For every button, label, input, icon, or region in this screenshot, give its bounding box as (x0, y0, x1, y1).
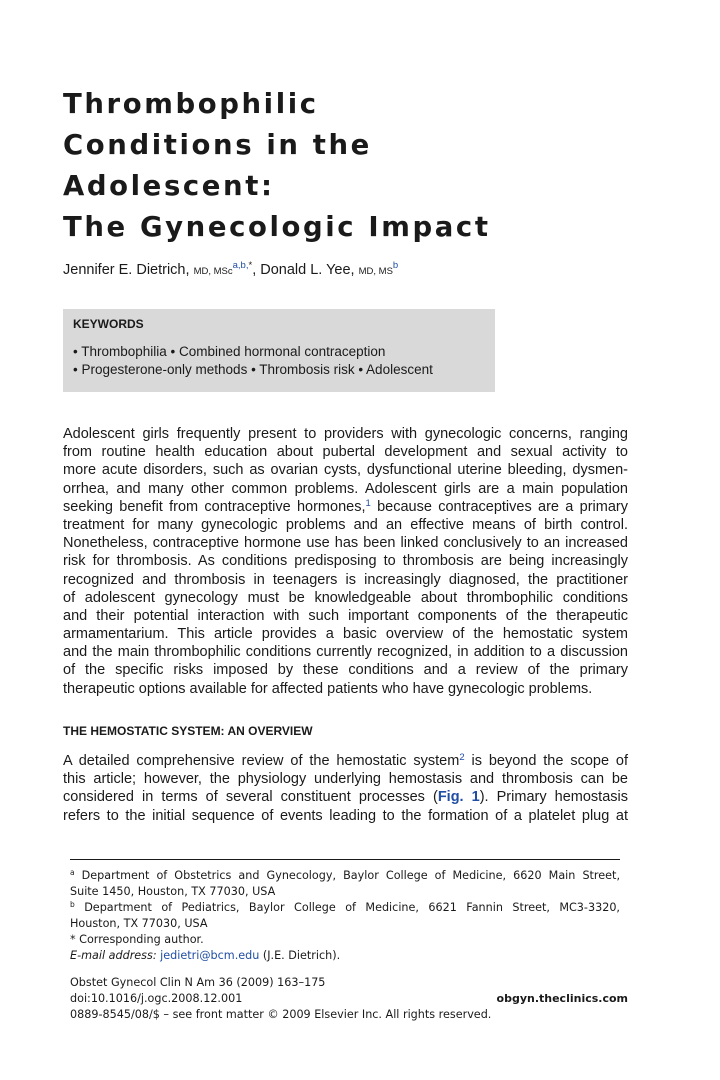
doi-line (70, 991, 628, 1007)
paragraph-line: and the main thrombophilic conditions currently recognized, in addition to a discussion (63, 644, 628, 661)
paragraph-text: A detailed comprehensive review of the hemostatic system (63, 753, 460, 769)
paragraph-text: because contraceptives are a primary (370, 498, 628, 515)
footnote-text: Department of Pediatrics, Baylor College of Medicine, 6621 Fannin Street, MC3-3320, (74, 901, 620, 914)
intro-paragraph (63, 425, 628, 698)
paragraph-line (63, 752, 628, 770)
paragraph-text: ). Primary hemostasis (479, 789, 628, 806)
title-line-4: The Gynecologic Impact (63, 211, 491, 243)
paragraph-line: risk for thrombosis. As conditions predisposing to thrombosis are being increasingly (63, 553, 628, 570)
reference-2-link[interactable]: 2 (459, 752, 465, 763)
journal-site[interactable]: obgyn.theclinics.com (496, 992, 628, 1005)
keywords-line-1: • Thrombophilia • Combined hormonal contraception (73, 344, 386, 359)
article-title (63, 84, 623, 248)
paragraph-line: refers to the initial sequence of events leading to the formation of a platelet plug at (63, 807, 628, 824)
author-1-name: Jennifer E. Dietrich, (63, 262, 194, 278)
paragraph-line: more acute disorders, such as ovarian cysts, dysfunctional uterine bleeding, dysmen- (63, 462, 628, 479)
author-1-affiliations[interactable]: a,b, (232, 260, 249, 271)
title-line-2: Conditions in the (63, 129, 372, 161)
paragraph-line: treatment for many gynecologic problems and an effective means of birth control. (63, 516, 628, 533)
paragraph-text: seeking benefit from contraceptive hormones, (63, 498, 366, 515)
paragraph-line: of adolescent gynecology must be knowledgeable about thrombophilic conditions (63, 589, 628, 606)
keywords-line-2: • Progesterone-only methods • Thrombosis risk • Adolescent (73, 362, 433, 377)
paragraph-line: recognized and thrombosis in teenagers is increasingly diagnosed, the practitioner (63, 571, 628, 588)
paragraph-line: therapeutic options available for affected patients who have gynecologic problems. (63, 680, 593, 697)
doi: doi:10.1016/j.ogc.2008.12.001 (70, 992, 243, 1005)
figure-1-link[interactable]: Fig. 1 (437, 789, 480, 806)
section-heading: THE HEMOSTATIC SYSTEM: AN OVERVIEW (63, 724, 313, 738)
footnote-a-marker: a (70, 868, 75, 877)
corresponding-author-note: * Corresponding author. (70, 933, 204, 946)
email-label: E-mail address: (70, 949, 157, 962)
keywords-box (63, 309, 495, 392)
keywords-heading: KEYWORDS (73, 317, 144, 331)
footnote-divider (70, 859, 620, 860)
author-2-degrees: MD, MS (358, 266, 393, 277)
paragraph-line: Adolescent girls frequently present to providers with gynecologic concerns, ranging (63, 426, 628, 442)
paragraph-line: and their potential interaction with such important components of the therapeutic (63, 607, 628, 624)
paragraph-line: armamentarium. This article provides a basic overview of the hemostatic system (63, 626, 628, 643)
author-2-affiliations[interactable]: b (392, 260, 399, 271)
footnote-b-line-1 (70, 900, 620, 916)
author-list (63, 262, 398, 278)
title-line-3: Adolescent: (63, 170, 275, 202)
paragraph-text: is beyond the scope of (464, 753, 628, 769)
section-paragraph (63, 752, 628, 825)
paragraph-text: considered in terms of several constituent processes ( (63, 789, 438, 806)
email-suffix: (J.E. Dietrich). (259, 949, 341, 962)
paragraph-line: from routine health education about pubertal development and sexual activity to (63, 444, 628, 461)
title-line-1: Thrombophilic (63, 88, 319, 120)
footnote-b-marker: b (70, 900, 75, 909)
journal-info (70, 975, 628, 1023)
paragraph-line: Nonetheless, contraceptive hormone use has been linked conclusively to an increased (63, 535, 628, 552)
paragraph-line: orrhea, and many other common problems. Adolescent girls are a main population (63, 480, 628, 497)
footnotes (70, 868, 620, 964)
paragraph-line: this article; however, the physiology underlying hemostasis and thrombosis can be (63, 771, 628, 788)
footnote-a-line-1 (70, 868, 620, 884)
author-1-degrees: MD, MSc (193, 266, 233, 277)
footnote-text: Department of Obstetrics and Gynecology, Baylor College of Medicine, 6620 Main Street, (74, 869, 620, 882)
journal-citation: Obstet Gynecol Clin N Am 36 (2009) 163–175 (70, 976, 326, 989)
author-separator: , Donald L. Yee, (252, 262, 359, 278)
email-line (70, 948, 620, 964)
paragraph-line: of the specific risks imposed by these conditions and a review of the primary (63, 662, 628, 679)
footnote-a-line-2: Suite 1450, Houston, TX 77030, USA (70, 885, 276, 898)
corresponding-marker: * (248, 260, 253, 271)
paragraph-line (63, 788, 628, 806)
paragraph-line (63, 498, 628, 516)
footnote-b-line-2: Houston, TX 77030, USA (70, 917, 208, 930)
issn-copyright: 0889-8545/08/$ – see front matter © 2009 Elsevier Inc. All rights reserved. (70, 1008, 492, 1021)
reference-1-link[interactable]: 1 (365, 497, 371, 509)
email-link[interactable]: jedietri@bcm.edu (160, 949, 260, 962)
